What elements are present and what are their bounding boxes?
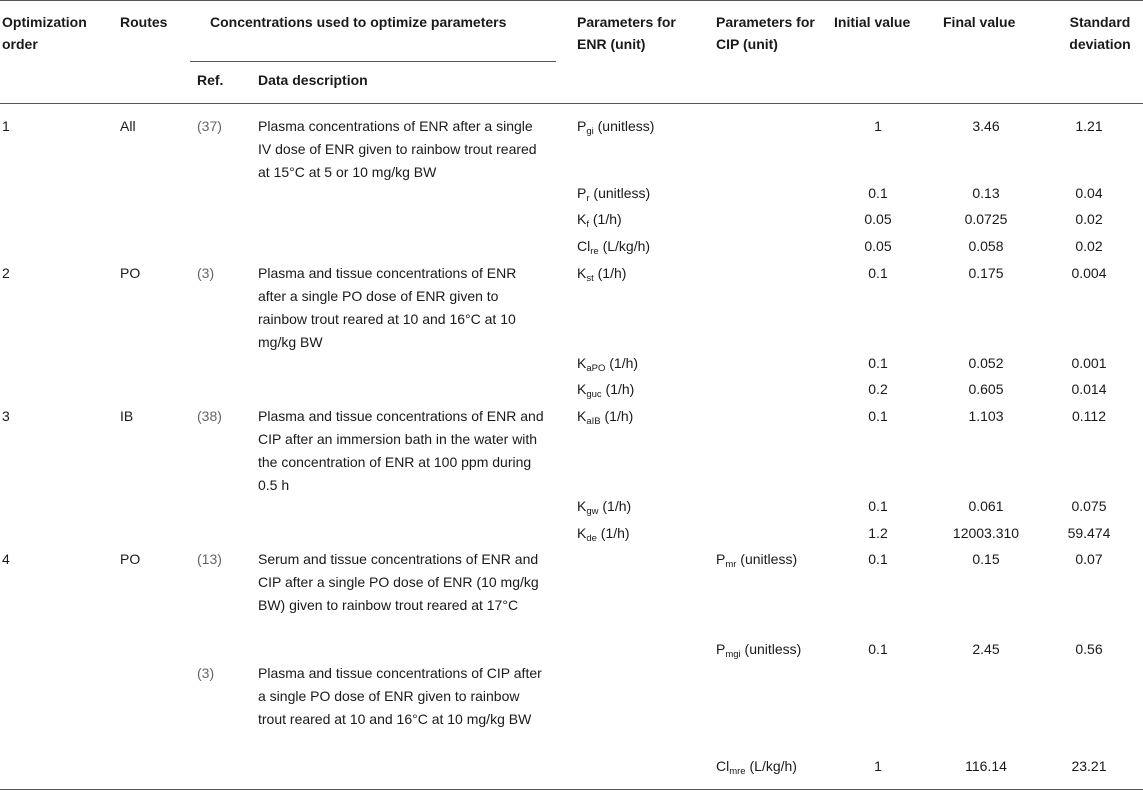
header-initial-value: Initial value	[834, 14, 911, 30]
parameter-unit: (1/h)	[596, 525, 630, 541]
parameter-unit: (L/kg/h)	[598, 238, 651, 254]
initial-value: 0.1	[868, 551, 888, 567]
parameter-subscript: f	[586, 219, 589, 230]
parameter-symbol: P	[577, 118, 587, 134]
parameter-unit: (unitless)	[736, 551, 798, 567]
final-value: 0.175	[968, 265, 1004, 281]
standard-deviation-value: 0.014	[1071, 381, 1107, 397]
header-standard-deviation: Standard deviation	[1069, 14, 1131, 52]
parameter-unit: (L/kg/h)	[745, 758, 797, 774]
final-value: 0.0725	[964, 211, 1008, 227]
parameter-name	[716, 755, 797, 778]
parameter-name	[577, 495, 631, 518]
final-value: 0.605	[968, 381, 1004, 397]
parameter-name	[577, 262, 626, 285]
parameter-name	[577, 522, 630, 545]
initial-value: 0.05	[864, 238, 892, 254]
reference-link[interactable]: (37)	[197, 118, 222, 134]
header-bottom-rule	[0, 103, 1143, 104]
initial-value: 0.1	[868, 498, 888, 514]
optimization-order: 4	[2, 551, 10, 567]
parameter-symbol: K	[577, 525, 587, 541]
header-final-value: Final value	[943, 14, 1016, 30]
final-value: 3.46	[972, 118, 1000, 134]
optimization-order: 1	[2, 118, 10, 134]
initial-value: 1.2	[868, 525, 888, 541]
top-rule	[0, 0, 1143, 1]
final-value: 0.052	[968, 355, 1004, 371]
parameter-symbol: Cl	[716, 758, 730, 774]
optimization-order: 2	[2, 265, 10, 281]
reference-link[interactable]: (13)	[197, 551, 222, 567]
standard-deviation-value: 0.075	[1071, 498, 1107, 514]
parameter-name	[577, 208, 622, 231]
data-description: Plasma and tissue concentrations of ENR after a single PO dose of ENR given to rainbow trout reared at 10 and 16°C at 10 mg/kg BW	[258, 265, 517, 350]
parameter-symbol: Cl	[577, 238, 591, 254]
parameter-symbol: K	[577, 498, 587, 514]
parameter-subscript: gw	[586, 506, 599, 517]
parameter-symbol: K	[577, 355, 587, 371]
parameter-subscript: mre	[729, 766, 746, 777]
initial-value: 0.1	[868, 355, 888, 371]
reference-link[interactable]: (38)	[197, 408, 222, 424]
parameter-unit: (1/h)	[601, 381, 635, 397]
standard-deviation-value: 1.21	[1075, 118, 1103, 134]
parameter-subscript: aIB	[586, 416, 601, 427]
final-value: 12003.310	[952, 525, 1020, 541]
standard-deviation-value: 0.001	[1071, 355, 1107, 371]
standard-deviation-value: 59.474	[1067, 525, 1111, 541]
optimization-order: 3	[2, 408, 10, 424]
header-concentrations: Concentrations used to optimize parameters	[210, 14, 507, 30]
parameter-unit: (unitless)	[740, 641, 802, 657]
standard-deviation-value: 0.004	[1071, 265, 1107, 281]
parameter-name	[577, 182, 650, 205]
parameter-name	[716, 638, 801, 661]
parameter-subscript: mgi	[725, 649, 741, 660]
header-cip-parameters: Parameters for CIP (unit)	[716, 14, 815, 52]
route: All	[120, 118, 136, 134]
initial-value: 1	[874, 758, 882, 774]
data-description: Serum and tissue concentrations of ENR and CIP after a single PO dose of ENR (10 mg/kg BW) given to rainbow trout reared at 17°C	[258, 551, 539, 613]
final-value: 116.14	[965, 758, 1007, 774]
parameter-subscript: aPO	[586, 363, 606, 374]
parameter-unit: (1/h)	[593, 265, 627, 281]
route: PO	[120, 265, 141, 281]
data-description: Plasma concentrations of ENR after a single IV dose of ENR given to rainbow trout reared at 15°C at 5 or 10 mg/kg BW	[258, 118, 537, 180]
initial-value: 0.2	[868, 381, 888, 397]
parameter-subscript: de	[586, 533, 597, 544]
initial-value: 0.05	[864, 211, 892, 227]
route: PO	[120, 551, 141, 567]
parameter-unit: (unitless)	[593, 118, 655, 134]
parameter-unit: (1/h)	[605, 355, 639, 371]
parameter-name	[577, 378, 634, 401]
standard-deviation-value: 0.112	[1072, 408, 1106, 424]
final-value: 0.058	[968, 238, 1004, 254]
standard-deviation-value: 0.07	[1075, 551, 1103, 567]
parameter-symbol: K	[577, 265, 587, 281]
header-data-description: Data description	[258, 72, 368, 88]
concentrations-subheader-rule	[190, 61, 556, 62]
final-value: 2.45	[972, 641, 1000, 657]
data-description: Plasma and tissue concentrations of CIP after a single PO dose of ENR given to rainbow trout reared at 10 and 16°C at 10 mg/kg BW	[258, 665, 542, 727]
parameter-name	[716, 548, 797, 571]
final-value: 0.061	[968, 498, 1004, 514]
route: IB	[120, 408, 134, 424]
parameter-subscript: st	[586, 273, 594, 284]
parameter-subscript: re	[590, 246, 599, 257]
parameter-unit: (unitless)	[589, 185, 651, 201]
parameter-symbol: P	[577, 185, 587, 201]
initial-value: 0.1	[868, 185, 888, 201]
initial-value: 1	[874, 118, 882, 134]
parameter-name	[577, 405, 633, 428]
parameter-unit: (1/h)	[600, 408, 634, 424]
final-value: 0.13	[972, 185, 1000, 201]
header-routes: Routes	[120, 14, 168, 30]
parameter-symbol: K	[577, 381, 587, 397]
parameter-subscript: gi	[586, 126, 594, 137]
data-description: Plasma and tissue concentrations of ENR and CIP after an immersion bath in the water with the concentration of ENR at 100 ppm during 0.5 h	[258, 408, 544, 493]
standard-deviation-value: 0.02	[1075, 238, 1103, 254]
parameter-name	[577, 235, 650, 258]
parameter-unit: (1/h)	[598, 498, 632, 514]
reference-link[interactable]: (3)	[197, 265, 215, 281]
parameter-symbol: K	[577, 211, 587, 227]
final-value: 1.103	[968, 408, 1004, 424]
final-value: 0.15	[972, 551, 1000, 567]
reference-link[interactable]: (3)	[197, 665, 215, 681]
parameter-subscript: mr	[725, 559, 737, 570]
initial-value: 0.1	[868, 641, 888, 657]
parameter-subscript: guc	[586, 389, 602, 400]
header-enr-parameters: Parameters for ENR (unit)	[577, 14, 676, 52]
standard-deviation-value: 0.02	[1075, 211, 1103, 227]
header-optimization-order: Optimization order	[2, 14, 87, 52]
parameter-unit: (1/h)	[588, 211, 622, 227]
parameter-name	[577, 115, 654, 138]
parameter-subscript: r	[586, 193, 590, 204]
header-ref: Ref.	[197, 72, 224, 88]
standard-deviation-value: 0.04	[1075, 185, 1103, 201]
parameter-symbol: P	[716, 641, 726, 657]
parameter-symbol: P	[716, 551, 726, 567]
initial-value: 0.1	[868, 265, 888, 281]
standard-deviation-value: 0.56	[1075, 641, 1103, 657]
parameter-symbol: K	[577, 408, 587, 424]
standard-deviation-value: 23.21	[1071, 758, 1107, 774]
parameter-name	[577, 352, 638, 375]
bottom-rule	[0, 789, 1143, 790]
initial-value: 0.1	[868, 408, 888, 424]
